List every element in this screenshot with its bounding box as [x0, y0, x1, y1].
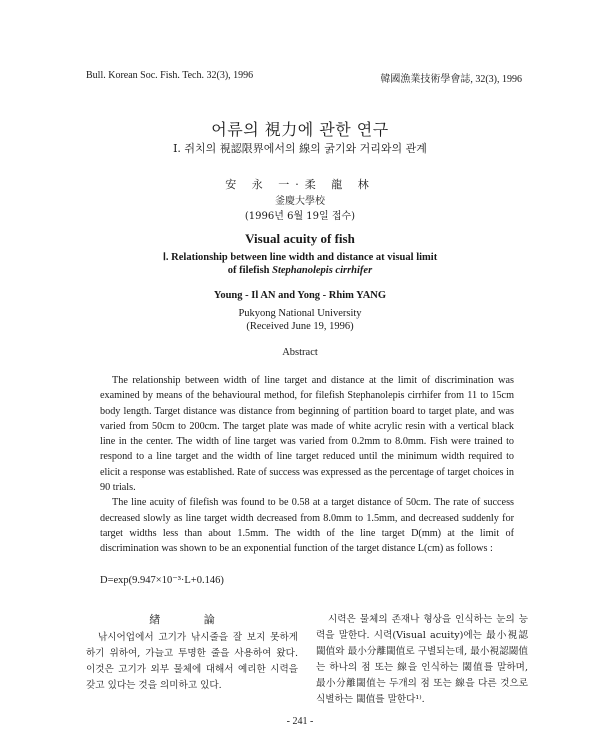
english-title: Visual acuity of fish	[245, 231, 355, 246]
korean-authors: 安 永 一·柔 龍 林	[225, 178, 375, 191]
intro-right-column	[316, 612, 528, 708]
equation: D=exp(9.947×10⁻³·L+0.146)	[100, 575, 224, 586]
species-name: Stephanolepis cirrhifer	[272, 265, 373, 276]
english-subtitle-line2	[0, 264, 600, 277]
page-number: - 241 -	[286, 716, 314, 727]
english-subtitle-prefix: of filefish	[227, 265, 273, 276]
section-heading-introduction: 緖 論	[149, 613, 235, 626]
english-affiliation-block	[0, 307, 600, 333]
korean-title: 어류의 視力에 관한 연구	[211, 120, 389, 139]
korean-received-date: (1996년 6월 19일 접수)	[244, 211, 356, 222]
abstract-body	[100, 373, 514, 557]
korean-affiliation: 釜慶大學校	[275, 196, 325, 207]
english-received-date: (Received June 19, 1996)	[246, 321, 354, 332]
korean-subtitle: Ⅰ. 쥐치의 視認限界에서의 線의 굵기와 거리와의 관계	[173, 142, 427, 155]
abstract-heading: Abstract	[282, 347, 318, 358]
english-authors: Young - Il AN and Yong - Rhim YANG	[213, 290, 387, 301]
journal-header-left: Bull. Korean Soc. Fish. Tech. 32(3), 1996	[86, 70, 254, 81]
intro-right-paragraph: 시력은 물체의 존재나 형상을 인식하는 눈의 능력을 말한다. 시력(Visual acuity)에는 最小視認閾值와 最小分離閾值로 구별되는데, 最小視認閾值는 하나의 점 또는 線을 인식하는 閾值를 말하며, 最小分離閾值는 두개의 점 또는 線을 다른 것으로 식별하는 閾值를 말한다¹⁾.	[316, 614, 528, 705]
journal-header-right: 韓國漁業技術學會誌, 32(3), 1996	[380, 74, 522, 85]
intro-left-column	[86, 612, 298, 694]
english-subtitle	[0, 251, 600, 277]
abstract-paragraph-2: The line acuity of filefish was found to be 0.58 at a target distance of 50cm. The rate of success decreased slowly as line target width decreased from 8.0mm to 1.5mm, and decreased suddenly for target widths less than about 1.5mm. The width of the line target D(mm) at the limit of discrimination was shown to be an exponential function of the target distance L(cm) as follows :	[100, 497, 514, 555]
abstract-paragraph-1: The relationship between width of line target and distance at the limit of discrimination was examined by means of the behavioural method, for filefish Stephanolepis cirrhifer from 11 to 15cm body length. Target distance was distance from beginning of partition board to target plate, and was varied from 50cm to 200cm. The target plate was made of white acrylic resin with a vertical black line in the center. The width of line target was varied from 0.2mm to 8.0mm. Fish were trained to respond to a line target and the width of line target reduced until the minimum width required to elicit a response was established. Rate of success was expressed as the percentage of target choices in 90 trials.	[100, 375, 514, 494]
english-subtitle-line1: Ⅰ. Relationship between line width and distance at visual limit	[162, 252, 438, 263]
intro-left-paragraph: 낚시어업에서 고기가 낚시줄을 잘 보지 못하게 하기 위하여, 가늘고 투명한 줄을 사용하여 왔다. 이것은 고기가 외부 물체에 대해서 예리한 시력을 갖고 있다는 것을 의미하고 있다.	[86, 632, 298, 691]
english-affiliation: Pukyong National University	[238, 308, 362, 319]
